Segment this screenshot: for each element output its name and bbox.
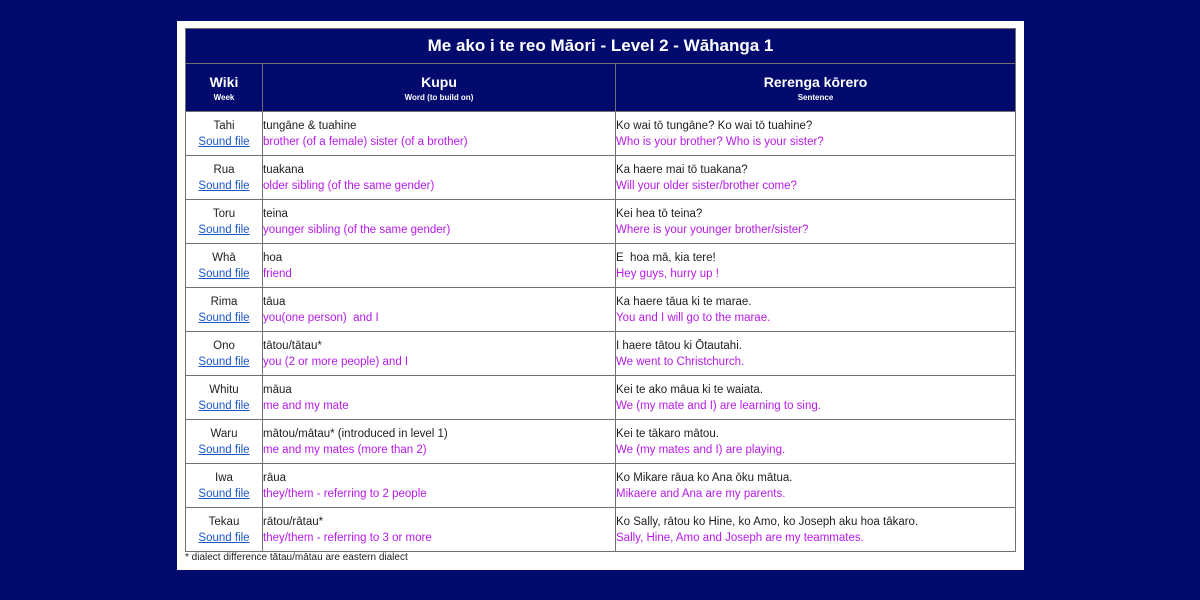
- word-cell: [263, 376, 616, 420]
- sentence-maori: Ko Mikare rāua ko Ana ōku mātua.: [616, 471, 793, 484]
- word-maori: rātou/rātau*: [263, 515, 324, 528]
- sentence-maori: Kei te ako māua ki te waiata.: [616, 383, 764, 396]
- week-name: Whā: [212, 251, 236, 264]
- sentence-maori: Ko wai tō tungāne? Ko wai tō tuahine?: [616, 119, 813, 132]
- footnote: * dialect difference tātau/mātau are eastern dialect: [185, 552, 408, 563]
- header-sentence-sublabel: Sentence: [797, 92, 834, 102]
- word-maori: hoa: [263, 251, 283, 264]
- sentence-english: Where is your younger brother/sister?: [616, 223, 809, 236]
- word-english: younger sibling (of the same gender): [263, 223, 451, 236]
- word-english: me and my mates (more than 2): [263, 443, 427, 456]
- header-week-sublabel: Week: [213, 92, 235, 102]
- word-maori: rāua: [263, 471, 287, 484]
- week-name: Tekau: [208, 515, 240, 528]
- sentence-cell: [616, 376, 1016, 420]
- sentence-english: Will your older sister/brother come?: [616, 179, 797, 192]
- sound-file-link[interactable]: Sound file: [198, 399, 250, 412]
- week-cell: [186, 376, 263, 420]
- sentence-maori: Kei hea tō teina?: [616, 207, 703, 220]
- week-name: Toru: [212, 207, 236, 220]
- word-cell: [263, 332, 616, 376]
- table-row: [186, 508, 1016, 552]
- sentence-maori: Kei te tākaro mātou.: [616, 427, 719, 440]
- sentence-maori: Ko Sally, rātou ko Hine, ko Amo, ko Joseph aku hoa tākaro.: [616, 515, 919, 528]
- word-cell: [263, 112, 616, 156]
- week-name: Tahi: [213, 119, 235, 132]
- sentence-cell: [616, 112, 1016, 156]
- sentence-maori: E hoa mā, kia tere!: [616, 251, 716, 264]
- table-title: Me ako i te reo Māori - Level 2 - Wāhanga 1: [186, 29, 1016, 64]
- word-maori: tātou/tātau*: [263, 339, 322, 352]
- table-row: [186, 112, 1016, 156]
- sentence-cell: [616, 464, 1016, 508]
- sound-file-link[interactable]: Sound file: [198, 223, 250, 236]
- word-english: they/them - referring to 3 or more: [263, 531, 432, 544]
- header-sentence: [616, 64, 1016, 112]
- header-word-sublabel: Word (to build on): [404, 92, 474, 102]
- sentence-cell: [616, 288, 1016, 332]
- header-word: [263, 64, 616, 112]
- header-week: [186, 64, 263, 112]
- sentence-english: Sally, Hine, Amo and Joseph are my teammates.: [616, 531, 864, 544]
- word-maori: tāua: [263, 295, 286, 308]
- sentence-cell: [616, 508, 1016, 552]
- header-week-label: Wiki: [209, 73, 239, 90]
- word-cell: [263, 244, 616, 288]
- week-cell: [186, 112, 263, 156]
- sentence-maori: I haere tātou ki Ōtautahi.: [616, 339, 742, 352]
- sentence-maori: Ka haere mai tō tuakana?: [616, 163, 748, 176]
- word-cell: [263, 464, 616, 508]
- week-name: Iwa: [215, 471, 233, 484]
- week-name: Rima: [210, 295, 238, 308]
- sound-file-link[interactable]: Sound file: [198, 531, 250, 544]
- week-cell: [186, 244, 263, 288]
- week-name: Waru: [210, 427, 238, 440]
- table-row: [186, 244, 1016, 288]
- lesson-card: [177, 21, 1024, 570]
- sentence-cell: [616, 332, 1016, 376]
- word-cell: [263, 288, 616, 332]
- sound-file-link[interactable]: Sound file: [198, 135, 250, 148]
- week-cell: [186, 464, 263, 508]
- table-row: [186, 200, 1016, 244]
- word-english: friend: [263, 267, 292, 280]
- sound-file-link[interactable]: Sound file: [198, 487, 250, 500]
- vocab-table: [185, 28, 1016, 552]
- week-name: Whitu: [209, 383, 239, 396]
- word-cell: [263, 508, 616, 552]
- week-cell: [186, 508, 263, 552]
- table-row: [186, 464, 1016, 508]
- word-english: older sibling (of the same gender): [263, 179, 435, 192]
- sound-file-link[interactable]: Sound file: [198, 179, 250, 192]
- word-maori: tuakana: [263, 163, 304, 176]
- sentence-english: We went to Christchurch.: [616, 355, 745, 368]
- table-row: [186, 156, 1016, 200]
- sentence-english: We (my mates and I) are playing.: [616, 443, 786, 456]
- week-name: Rua: [213, 163, 235, 176]
- word-english: they/them - referring to 2 people: [263, 487, 427, 500]
- sound-file-link[interactable]: Sound file: [198, 443, 250, 456]
- word-maori: teina: [263, 207, 288, 220]
- week-cell: [186, 420, 263, 464]
- table-row: [186, 332, 1016, 376]
- word-english: brother (of a female) sister (of a brother): [263, 135, 468, 148]
- sentence-cell: [616, 200, 1016, 244]
- sound-file-link[interactable]: Sound file: [198, 355, 250, 368]
- word-maori: tungāne & tuahine: [263, 119, 357, 132]
- sentence-english: Hey guys, hurry up !: [616, 267, 719, 280]
- sentence-english: Mikaere and Ana are my parents.: [616, 487, 786, 500]
- word-english: you (2 or more people) and I: [263, 355, 409, 368]
- sentence-cell: [616, 420, 1016, 464]
- table-row: [186, 376, 1016, 420]
- word-cell: [263, 156, 616, 200]
- word-cell: [263, 420, 616, 464]
- table-row: [186, 420, 1016, 464]
- table-row: [186, 288, 1016, 332]
- sound-file-link[interactable]: Sound file: [198, 267, 250, 280]
- sentence-english: You and I will go to the marae.: [616, 311, 771, 324]
- sentence-english: We (my mate and I) are learning to sing.: [616, 399, 821, 412]
- sentence-maori: Ka haere tāua ki te marae.: [616, 295, 752, 308]
- word-maori: māua: [263, 383, 292, 396]
- sentence-english: Who is your brother? Who is your sister?: [616, 135, 824, 148]
- word-maori: mātou/mātau* (introduced in level 1): [263, 427, 448, 440]
- week-cell: [186, 156, 263, 200]
- header-word-label: Kupu: [421, 73, 457, 90]
- sound-file-link[interactable]: Sound file: [198, 311, 250, 324]
- word-english: me and my mate: [263, 399, 349, 412]
- sentence-cell: [616, 156, 1016, 200]
- word-english: you(one person) and I: [263, 311, 379, 324]
- sentence-cell: [616, 244, 1016, 288]
- word-cell: [263, 200, 616, 244]
- week-name: Ono: [213, 339, 235, 352]
- week-cell: [186, 332, 263, 376]
- week-cell: [186, 288, 263, 332]
- week-cell: [186, 200, 263, 244]
- header-sentence-label: Rerenga kōrero: [763, 73, 868, 90]
